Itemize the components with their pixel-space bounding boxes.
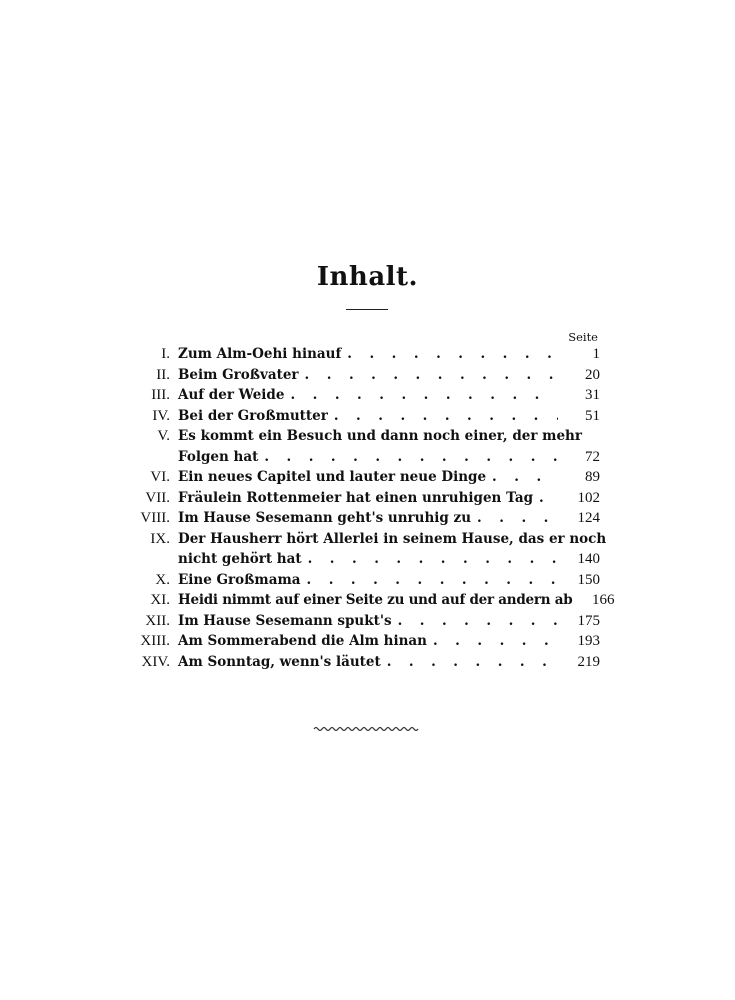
toc-entry: [120, 570, 600, 591]
chapter-title-continued: Folgen hat: [178, 448, 259, 465]
title-divider: [346, 309, 388, 310]
toc-entry: [120, 385, 600, 406]
page-number: 89: [585, 469, 600, 485]
toc-entry: [120, 488, 600, 509]
end-ornament: [312, 724, 422, 734]
dot-leader: [433, 631, 558, 652]
chapter-number: X.: [155, 571, 170, 588]
chapter-title: Zum Alm-Oehi hinauf: [178, 346, 342, 362]
page-number: 102: [577, 489, 600, 506]
dot-leader: [264, 447, 558, 468]
chapter-number: II.: [156, 366, 170, 383]
chapter-title: Eine Großmama: [178, 571, 301, 588]
toc-entry: [120, 467, 600, 488]
dot-leader: [347, 344, 558, 365]
dot-leader: [492, 467, 558, 488]
chapter-number: IV.: [152, 407, 170, 424]
chapter-title: Fräulein Rottenmeier hat einen unruhigen Tag: [178, 489, 534, 506]
page-number: 20: [585, 366, 600, 383]
chapter-number: XIII.: [140, 633, 170, 649]
dot-leader: [308, 549, 558, 570]
chapter-title: Ein neues Capitel und lauter neue Dinge: [178, 469, 487, 485]
chapter-title: Am Sommerabend die Alm hinan: [178, 633, 427, 649]
chapter-number: I.: [161, 346, 170, 362]
dot-leader: [539, 488, 558, 509]
dot-leader: [387, 652, 558, 673]
dot-leader: [398, 611, 558, 632]
toc-entry: [120, 344, 600, 365]
dot-leader: [334, 406, 558, 427]
chapter-title: Im Hause Sesemann spukt's: [178, 612, 392, 629]
chapter-title: Beim Großvater: [178, 366, 299, 383]
chapter-number: XI.: [150, 592, 170, 608]
page-title: Inhalt.: [316, 262, 419, 292]
toc-entry: [120, 611, 600, 632]
chapter-number: VI.: [150, 469, 170, 485]
chapter-number: XIV.: [141, 653, 170, 670]
page-number: 150: [577, 571, 600, 588]
page-number: 51: [585, 407, 600, 424]
dot-leader: [305, 365, 558, 386]
chapter-number: XII.: [145, 612, 170, 629]
chapter-title: Der Hausherr hört Allerlei in seinem Hause, das er noch: [178, 530, 607, 547]
toc-entry: [120, 529, 607, 570]
page-number: 219: [577, 653, 600, 670]
dot-leader: [307, 570, 559, 591]
toc-entry: [120, 508, 600, 529]
page-number: 31: [585, 387, 600, 403]
page-number: 72: [585, 448, 600, 465]
page-number: 1: [592, 346, 600, 362]
chapter-number: VIII.: [140, 510, 170, 526]
chapter-title: Es kommt ein Besuch und dann noch einer, der mehr: [178, 428, 582, 444]
chapter-number: IX.: [150, 530, 170, 547]
chapter-title: Im Hause Sesemann geht's unruhig zu: [178, 510, 472, 526]
toc-entry: [120, 365, 600, 386]
page-number: 124: [577, 510, 600, 526]
chapter-number: V.: [157, 428, 170, 444]
chapter-title: Am Sonntag, wenn's läutet: [178, 653, 381, 670]
chapter-title: Bei der Großmutter: [178, 407, 328, 424]
page-number: 175: [577, 612, 600, 629]
chapter-title: Heidi nimmt auf einer Seite zu und auf der andern ab: [178, 592, 573, 608]
toc-entry: [120, 406, 600, 427]
page-number: 193: [577, 633, 600, 649]
dot-leader: [477, 508, 558, 529]
toc-entry: [120, 631, 600, 652]
chapter-title: Auf der Weide: [178, 387, 285, 403]
chapter-number: III.: [151, 387, 170, 403]
toc-entry: [120, 652, 600, 673]
page-number: 140: [577, 551, 600, 567]
seite-column-header: Seite: [568, 330, 598, 344]
page-number: 166: [591, 592, 615, 608]
toc-entry: [120, 426, 600, 467]
table-of-contents: [120, 330, 615, 672]
toc-entry: [120, 590, 615, 611]
dot-leader: [290, 385, 558, 406]
chapter-title-continued: nicht gehört hat: [178, 551, 302, 567]
chapter-number: VII.: [145, 489, 170, 506]
